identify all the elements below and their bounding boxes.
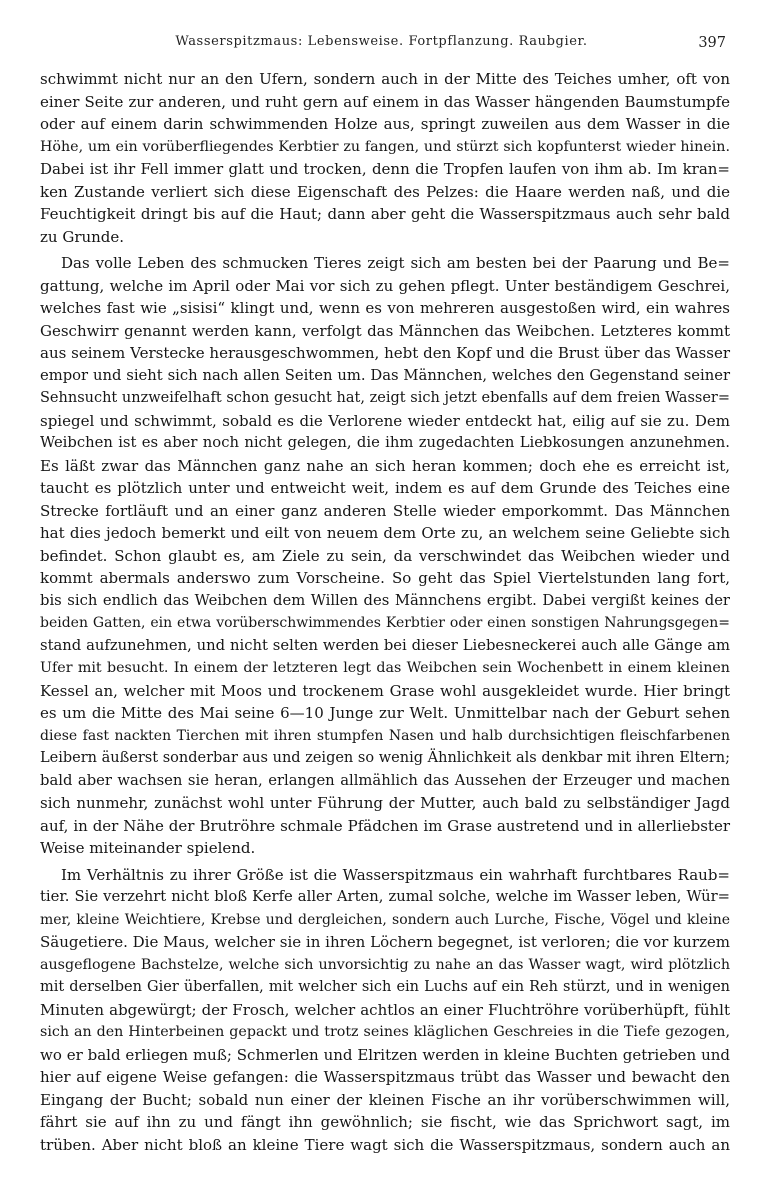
text-line: mer, kleine Weichtiere, Krebse und dergleichen, sondern auch Lurche, Fische, Vögel und kleine (40, 911, 730, 928)
text-line: Minuten abgewürgt; der Frosch, welcher achtlos an einer Fluchtröhre vorüberhüpft, fühlt (40, 1000, 730, 1019)
text-line: Säugetiere. Die Maus, welcher sie in ihren Löchern begegnet, ist verloren; die vor kurzem (40, 933, 730, 951)
text-line: kommt abermals anderswo zum Vorscheine. So geht das Spiel Viertelstunden lang fort, (40, 569, 730, 587)
page-number: 397 (698, 35, 726, 51)
text-line: Das volle Leben des schmucken Tieres zeigt sich am besten bei der Paarung und Be= (61, 254, 730, 272)
paragraph (40, 864, 730, 1157)
text-line: Eingang der Bucht; sobald nun einer der kleinen Fische an ihr vorüberschwimmen will, (40, 1090, 730, 1109)
text-line: empor und sieht sich nach allen Seiten um. Das Männchen, welches den Gegenstand seiner (40, 366, 730, 384)
text-line: tier. Sie verzehrt nicht bloß Kerfe aller Arten, zumal solche, welche im Wasser leben, Wür= (40, 888, 730, 905)
text-line: Strecke fortläuft und an einer ganz anderen Stelle wieder emporkommt. Das Männchen (40, 501, 730, 520)
paragraph (40, 252, 730, 860)
text-line: zu Grunde. (40, 227, 125, 246)
text-line: gattung, welche im April oder Mai vor sich zu gehen pflegt. Unter beständigem Geschrei, (40, 276, 730, 295)
text-line: spiegel und schwimmt, sobald es die Verlorene wieder entdeckt hat, eilig auf sie zu. Dem (40, 411, 730, 430)
text-line: fährt sie auf ihn zu und fängt ihn gewöhnlich; sie fischt, wie das Sprichwort sagt, im (40, 1113, 730, 1131)
text-line: trüben. Aber nicht bloß an kleine Tiere wagt sich die Wasserspitzmaus, sondern auch an (40, 1135, 730, 1154)
text-line: Ufer mit besucht. In einem der letzteren legt das Weibchen sein Wochenbett in einem kleinen (40, 660, 730, 676)
text-line: Dabei ist ihr Fell immer glatt und trocken, denn die Tropfen laufen von ihm ab. Im kran= (40, 160, 730, 178)
text-line: Weise miteinander spielend. (40, 839, 256, 857)
text-line: aus seinem Verstecke herausgeschwommen, hebt den Kopf und die Brust über das Wasser (40, 344, 730, 362)
text-line: Es läßt zwar das Männchen ganz nahe an sich heran kommen; doch ehe es erreicht ist, (40, 456, 730, 475)
text-line: oder auf einem darin schwimmenden Holze aus, springt zuweilen aus dem Wasser in die (40, 115, 730, 133)
text-line: ken Zustande verliert sich diese Eigenschaft des Pelzes: die Haare werden naß, und die (40, 182, 730, 201)
paragraph (40, 68, 730, 248)
text-line: Sehnsucht unzweifelhaft schon gesucht hat, zeigt sich jetzt ebenfalls auf dem freien Wasser= (40, 390, 730, 406)
text-line: welches fast wie „sisisi“ klingt und, wenn es von mehreren ausgestoßen wird, ein wahres (40, 299, 730, 317)
text-line: Kessel an, welcher mit Moos und trockenem Grase wohl ausgekleidet wurde. Hier bringt (40, 681, 730, 700)
text-line: auf, in der Nähe der Brutröhre schmale Pfädchen im Grase austretend und in allerliebster (40, 816, 730, 835)
text-line: beiden Gatten, ein etwa vorüberschwimmendes Kerbtier oder einen sonstigen Nahrungsgegen= (40, 615, 730, 631)
text-line: Feuchtigkeit dringt bis auf die Haut; dann aber geht die Wasserspitzmaus auch sehr bald (40, 205, 730, 223)
text-line: mit derselben Gier überfallen, mit welcher sich ein Luchs auf ein Reh stürzt, und in wenigen (40, 979, 730, 995)
running-title: Wasserspitzmaus: Lebensweise. Fortpflanzung. Raubgier. (175, 34, 588, 49)
text-line: taucht es plötzlich unter und entweicht weit, indem es auf dem Grunde des Teiches eine (40, 479, 730, 497)
running-head (0, 34, 763, 54)
body-text (40, 68, 730, 1156)
text-line: Leibern äußerst sonderbar aus und zeigen so wenig Ähnlichkeit als denkbar mit ihren Eltern; (40, 750, 730, 766)
text-line: Weibchen ist es aber noch nicht gelegen, die ihm zugedachten Liebkosungen anzunehmen. (40, 434, 730, 451)
text-line: befindet. Schon glaubt es, am Ziele zu sein, da verschwindet das Weibchen wieder und (40, 546, 730, 565)
text-line: sich an den Hinterbeinen gepackt und trotz seines kläglichen Geschreies in die Tiefe gezogen, (40, 1024, 730, 1040)
text-line: diese fast nackten Tierchen mit ihren stumpfen Nasen und halb durchsichtigen fleischfarbenen (40, 727, 730, 744)
text-line: wo er bald erliegen muß; Schmerlen und Elritzen werden in kleine Buchten getrieben und (40, 1045, 730, 1064)
text-line: schwimmt nicht nur an den Ufern, sondern auch in der Mitte des Teiches umher, oft von (40, 70, 730, 88)
text-line: sich nunmehr, zunächst wohl unter Führung der Mutter, auch bald zu selbständiger Jagd (40, 794, 730, 812)
text-line: es um die Mitte des Mai seine 6—10 Junge zur Welt. Unmittelbar nach der Geburt sehen (40, 704, 730, 722)
text-line: hat dies jedoch bemerkt und eilt von neuem dem Orte zu, an welchem seine Geliebte sich (40, 524, 730, 542)
text-line: ausgeflogene Bachstelze, welche sich unvorsichtig zu nahe an das Wasser wagt, wird plötzlich (40, 956, 730, 973)
text-line: Geschwirr genannt werden kann, verfolgt das Männchen das Weibchen. Letzteres kommt (40, 321, 730, 340)
text-line: Im Verhältnis zu ihrer Größe ist die Wasserspitzmaus ein wahrhaft furchtbares Raub= (61, 865, 730, 884)
text-line: hier auf eigene Weise gefangen: die Wasserspitzmaus trübt das Wasser und bewacht den (40, 1068, 730, 1086)
text-line: bis sich endlich das Weibchen dem Willen des Männchens ergibt. Dabei vergißt keines der (40, 591, 730, 609)
text-line: bald aber wachsen sie heran, erlangen allmählich das Aussehen der Erzeuger und machen (40, 771, 730, 789)
text-line: stand aufzunehmen, und nicht selten werden bei dieser Liebesneckerei auch alle Gänge am (40, 636, 730, 654)
text-line: Höhe, um ein vorüberfliegendes Kerbtier zu fangen, und stürzt sich kopfunterst wieder hinein. (40, 138, 730, 155)
text-line: einer Seite zur anderen, und ruht gern auf einem in das Wasser hängenden Baumstumpfe (40, 92, 730, 111)
